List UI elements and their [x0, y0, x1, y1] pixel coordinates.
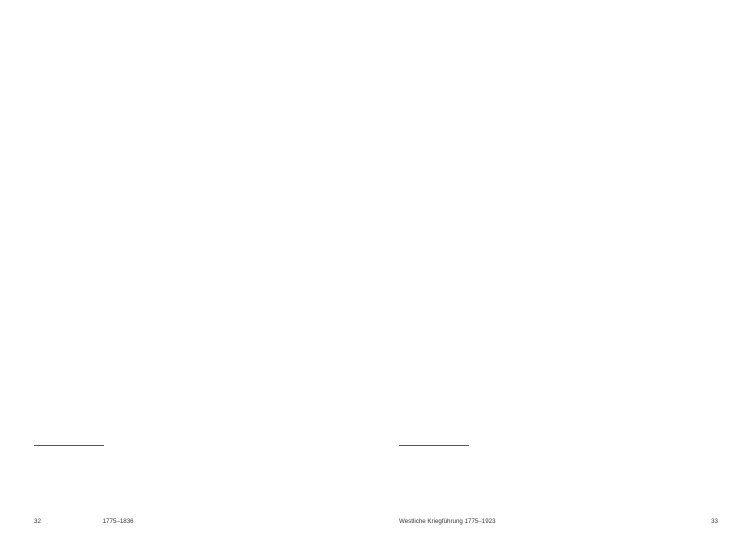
footnote-rule	[34, 445, 104, 446]
running-section-right: Westliche Kriegführung 1775–1923	[399, 518, 496, 525]
running-section-left: 1775–1836	[102, 518, 134, 525]
right-page	[375, 0, 750, 533]
right-footnotes	[399, 445, 718, 449]
right-footer	[399, 518, 718, 525]
left-body-text	[34, 8, 355, 426]
left-footer	[34, 518, 134, 525]
left-footnotes	[34, 445, 355, 449]
page-number-right: 33	[711, 518, 718, 525]
footnote-rule	[399, 445, 469, 446]
page-number-left: 32	[34, 518, 41, 525]
right-body-text	[399, 8, 718, 426]
